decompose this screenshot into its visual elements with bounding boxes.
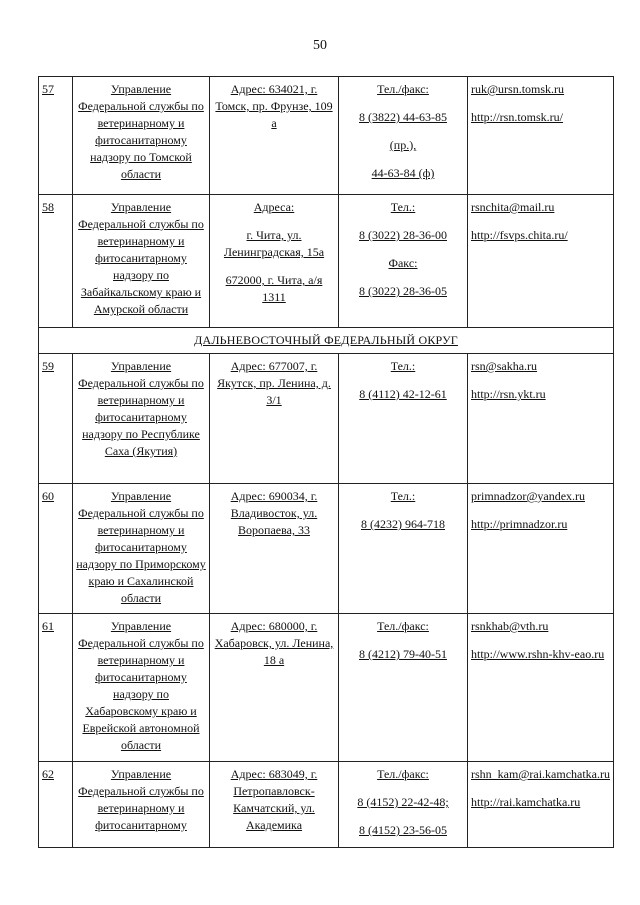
contact-cell — [468, 195, 614, 328]
organization-name: Управление Федеральной службы по ветеринарному и фитосанитарному надзору по Приморскому краю и Сахалинской области — [73, 484, 210, 614]
address-line: 672000, г. Чита, а/я 1311 — [225, 273, 323, 304]
phone-label: Тел.: — [390, 359, 416, 373]
phone-note: (пр.), — [389, 138, 417, 152]
address-cell — [210, 484, 339, 614]
organization-name: Управление Федеральной службы по ветеринарному и фитосанитарному надзору по Забайкальскому краю и Амурской области — [73, 195, 210, 328]
phone-cell — [339, 77, 468, 195]
row-number: 62 — [39, 762, 73, 848]
phone-number: 8 (3822) 44-63-85 — [359, 110, 447, 124]
contact-cell — [468, 484, 614, 614]
website-link[interactable]: http://rsn.tomsk.ru/ — [471, 110, 564, 124]
phone-number: 8 (3022) 28-36-00 — [359, 228, 447, 242]
phone-number: 8 (4112) 42-12-61 — [359, 387, 447, 401]
table-row — [39, 195, 614, 328]
website-link[interactable]: http://rai.kamchatka.ru — [471, 795, 581, 809]
email-link[interactable]: rsn@sakha.ru — [471, 359, 538, 373]
website-link[interactable]: http://rsn.ykt.ru — [471, 387, 546, 401]
email-link[interactable]: rsnkhab@vth.ru — [471, 619, 549, 633]
organization-name: Управление Федеральной службы по ветеринарному и фитосанитарному надзору по Томской области — [73, 77, 210, 195]
address-line: Адрес: 683049, г. Петропавловск-Камчатский, ул. Академика — [230, 767, 318, 832]
table-row — [39, 762, 614, 848]
phone-cell — [339, 614, 468, 762]
district-title: ДАЛЬНЕВОСТОЧНЫЙ ФЕДЕРАЛЬНЫЙ ОКРУГ — [39, 328, 614, 354]
table-row — [39, 484, 614, 614]
phone-number: 8 (4212) 79-40-51 — [359, 647, 447, 661]
fax-number: 8 (3022) 28-36-05 — [359, 284, 447, 298]
table-row — [39, 77, 614, 195]
address-cell — [210, 354, 339, 484]
phone-cell — [339, 484, 468, 614]
fax-label: Факс: — [388, 256, 418, 270]
website-link[interactable]: http://www.rshn-khv-eao.ru — [471, 647, 605, 661]
row-number: 58 — [39, 195, 73, 328]
row-number: 57 — [39, 77, 73, 195]
website-link[interactable]: http://fsvps.chita.ru/ — [471, 228, 568, 242]
contact-cell — [468, 77, 614, 195]
organization-table — [38, 76, 614, 848]
phone-label: Тел./факс: — [377, 767, 429, 781]
row-number: 59 — [39, 354, 73, 484]
address-line: Адрес: 690034, г. Владивосток, ул. Воропаева, 33 — [230, 489, 318, 537]
email-link[interactable]: rshn_kam@rai.kamchatka.ru — [471, 767, 611, 781]
address-line: г. Чита, ул. Ленинградская, 15а — [223, 228, 325, 259]
row-number: 60 — [39, 484, 73, 614]
fax-number: 44-63-84 (ф) — [371, 166, 435, 180]
phone-cell — [339, 195, 468, 328]
organization-name: Управление Федеральной службы по ветеринарному и фитосанитарному надзору по Хабаровскому краю и Еврейской автономной области — [73, 614, 210, 762]
contact-cell — [468, 354, 614, 484]
district-header-row — [39, 328, 614, 354]
phone-number: 8 (4232) 964-718 — [361, 517, 445, 531]
website-link[interactable]: http://primnadzor.ru — [471, 517, 568, 531]
table-row — [39, 614, 614, 762]
address-label: Адреса: — [253, 200, 295, 214]
phone-label: Тел.: — [390, 200, 416, 214]
contact-cell — [468, 614, 614, 762]
page-number: 50 — [313, 38, 327, 53]
address-cell — [210, 762, 339, 848]
address-cell — [210, 614, 339, 762]
phone-cell — [339, 354, 468, 484]
address-line: Адрес: 680000, г. Хабаровск, ул. Ленина, 18 а — [214, 619, 334, 667]
phone-number: 8 (4152) 23-56-05 — [359, 823, 447, 837]
address-line: Адрес: 677007, г. Якутск, пр. Ленина, д. 3/1 — [217, 359, 331, 407]
table-row — [39, 354, 614, 484]
organization-name: Управление Федеральной службы по ветеринарному и фитосанитарному надзору по Республике Саха (Якутия) — [73, 354, 210, 484]
contact-cell — [468, 762, 614, 848]
phone-number: 8 (4152) 22-42-48; — [357, 795, 449, 809]
address-cell — [210, 77, 339, 195]
phone-cell — [339, 762, 468, 848]
row-number: 61 — [39, 614, 73, 762]
phone-label: Тел./факс: — [377, 619, 429, 633]
email-link[interactable]: rsnchita@mail.ru — [471, 200, 555, 214]
email-link[interactable]: primnadzor@yandex.ru — [471, 489, 586, 503]
phone-label: Тел./факс: — [377, 82, 429, 96]
address-line: Адрес: 634021, г. Томск, пр. Фрунзе, 109 а — [215, 82, 333, 130]
email-link[interactable]: ruk@ursn.tomsk.ru — [471, 82, 565, 96]
organization-name: Управление Федеральной службы по ветеринарному и фитосанитарному — [73, 762, 210, 848]
address-cell — [210, 195, 339, 328]
phone-label: Тел.: — [390, 489, 416, 503]
